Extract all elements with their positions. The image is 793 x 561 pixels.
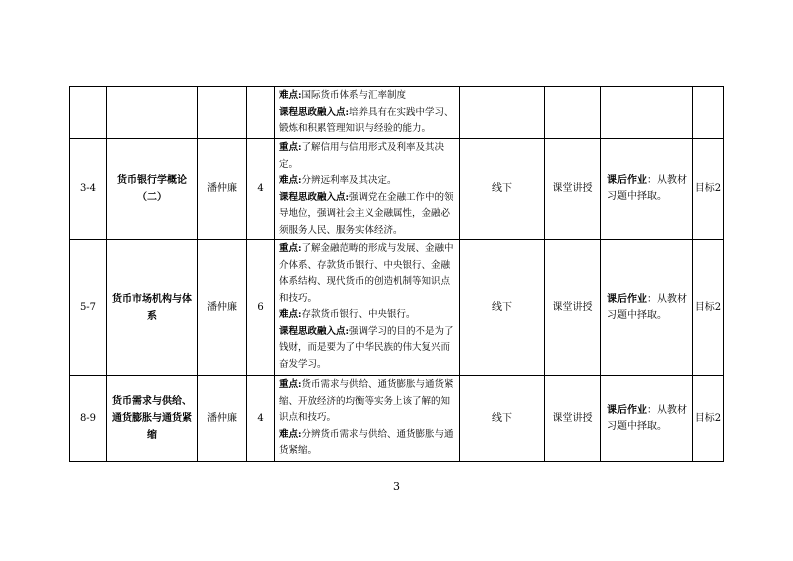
content-cell: [275, 87, 460, 139]
content-text: 强调党在金融工作中的领导地位，强调社会主义金融属性，金融必须服务人民、服务实体经济。: [279, 191, 454, 236]
method-cell: 课堂讲授: [545, 240, 601, 376]
content-label: 重点: [279, 379, 299, 390]
content-line: 重点:了解金融范畴的形成与发展、金融中介体系、存款货币银行、中央银行、金融体系结构、现代货币的创造机制等知识点和技巧。: [279, 243, 454, 304]
content-label: 课程思政融入点: [279, 191, 346, 203]
content-line: 课程思政融入点:强调党在金融工作中的领导地位，强调社会主义金融属性，金融必须服务人民、服务实体经济。: [279, 191, 454, 236]
hours-cell: 4: [247, 139, 275, 240]
content-line: 重点:货币需求与供给、通货膨胀与通货紧缩、开放经济的均衡等实务上该了解的知识点和技巧。: [279, 379, 454, 423]
week-cell: 5-7: [70, 240, 107, 376]
mode-cell: 线下: [460, 376, 545, 462]
content-cell: [275, 139, 460, 240]
week-cell: 8-9: [70, 376, 107, 462]
topic-cell: 货币需求与供给、通货膨胀与通货紧缩: [107, 376, 198, 462]
content-text: 了解信用与信用形式及利率及其决定。: [279, 142, 445, 170]
mode-cell: 线下: [460, 139, 545, 240]
content-text: 存款货币银行、中央银行。: [301, 309, 416, 320]
method-cell: 课堂讲授: [545, 139, 601, 240]
topic-cell: [107, 87, 198, 139]
content-label: 重点: [279, 243, 299, 254]
content-text: 培养具有在实践中学习、锻炼和积累管理知识与经验的能力。: [279, 106, 454, 134]
teacher-cell: 潘仲廉: [198, 139, 247, 240]
hours-cell: 4: [247, 376, 275, 462]
assignment-cell: [601, 87, 693, 139]
content-line: 重点:了解信用与信用形式及利率及其决定。: [279, 142, 445, 170]
content-line: 课程思政融入点:培养具有在实践中学习、锻炼和积累管理知识与经验的能力。: [279, 106, 454, 134]
mode-cell: 线下: [460, 240, 545, 376]
goal-cell: [693, 87, 724, 139]
content-line: 课程思政融入点:强调学习的目的不是为了钱财，而是要为了中华民族的伟大复兴而奋发学习。: [279, 325, 454, 370]
hours-cell: 6: [247, 240, 275, 376]
content-text: 货币需求与供给、通货膨胀与通货紧缩、开放经济的均衡等实务上该了解的知识点和技巧。: [279, 379, 454, 423]
teacher-cell: 潘仲廉: [198, 240, 247, 376]
content-text: 分辨货币需求与供给、通货膨胀与通货紧缩。: [279, 428, 454, 456]
content-line: 难点:分辨远利率及其决定。: [279, 175, 397, 186]
method-cell: 课堂讲授: [545, 376, 601, 462]
course-schedule-table: [69, 86, 724, 462]
content-label: 重点: [279, 142, 299, 153]
assignment-cell: 课后作业：从教材习题中择取。: [601, 240, 693, 376]
content-text: 强调学习的目的不是为了钱财，而是要为了中华民族的伟大复兴而奋发学习。: [279, 325, 454, 370]
teacher-cell: 潘仲廉: [198, 376, 247, 462]
content-text: 国际货币体系与汇率制度: [301, 90, 407, 101]
content-label: 难点: [279, 90, 299, 101]
content-cell: [275, 376, 460, 462]
goal-cell: 目标2: [693, 376, 724, 462]
content-line: 难点:分辨货币需求与供给、通货膨胀与通货紧缩。: [279, 428, 454, 456]
page-number: 3: [393, 480, 400, 493]
method-cell: [545, 87, 601, 139]
content-cell: [275, 240, 460, 376]
table-row: [70, 87, 724, 139]
teacher-cell: [198, 87, 247, 139]
content-text: 了解金融范畴的形成与发展、金融中介体系、存款货币银行、中央银行、金融体系结构、现代货币的创造机制等知识点和技巧。: [279, 243, 454, 304]
content-label: 课程思政融入点: [279, 325, 346, 337]
topic-cell: 货币银行学概论（二）: [107, 139, 198, 240]
content-label: 难点: [279, 175, 299, 186]
assignment-cell: 课后作业：从教材习题中择取。: [601, 139, 693, 240]
mode-cell: [460, 87, 545, 139]
table-row: [70, 376, 724, 462]
topic-cell: 货币市场机构与体系: [107, 240, 198, 376]
content-line: 难点:存款货币银行、中央银行。: [279, 309, 416, 320]
goal-cell: 目标2: [693, 139, 724, 240]
table-row: [70, 240, 724, 376]
content-text: 分辨远利率及其决定。: [301, 175, 397, 186]
content-line: 难点:国际货币体系与汇率制度: [279, 90, 407, 101]
week-cell: [70, 87, 107, 139]
hours-cell: [247, 87, 275, 139]
content-label: 课程思政融入点: [279, 106, 346, 118]
table-row: [70, 139, 724, 240]
week-cell: 3-4: [70, 139, 107, 240]
content-label: 难点: [279, 428, 299, 440]
assignment-cell: 课后作业：从教材习题中择取。: [601, 376, 693, 462]
content-label: 难点: [279, 309, 299, 320]
goal-cell: 目标2: [693, 240, 724, 376]
